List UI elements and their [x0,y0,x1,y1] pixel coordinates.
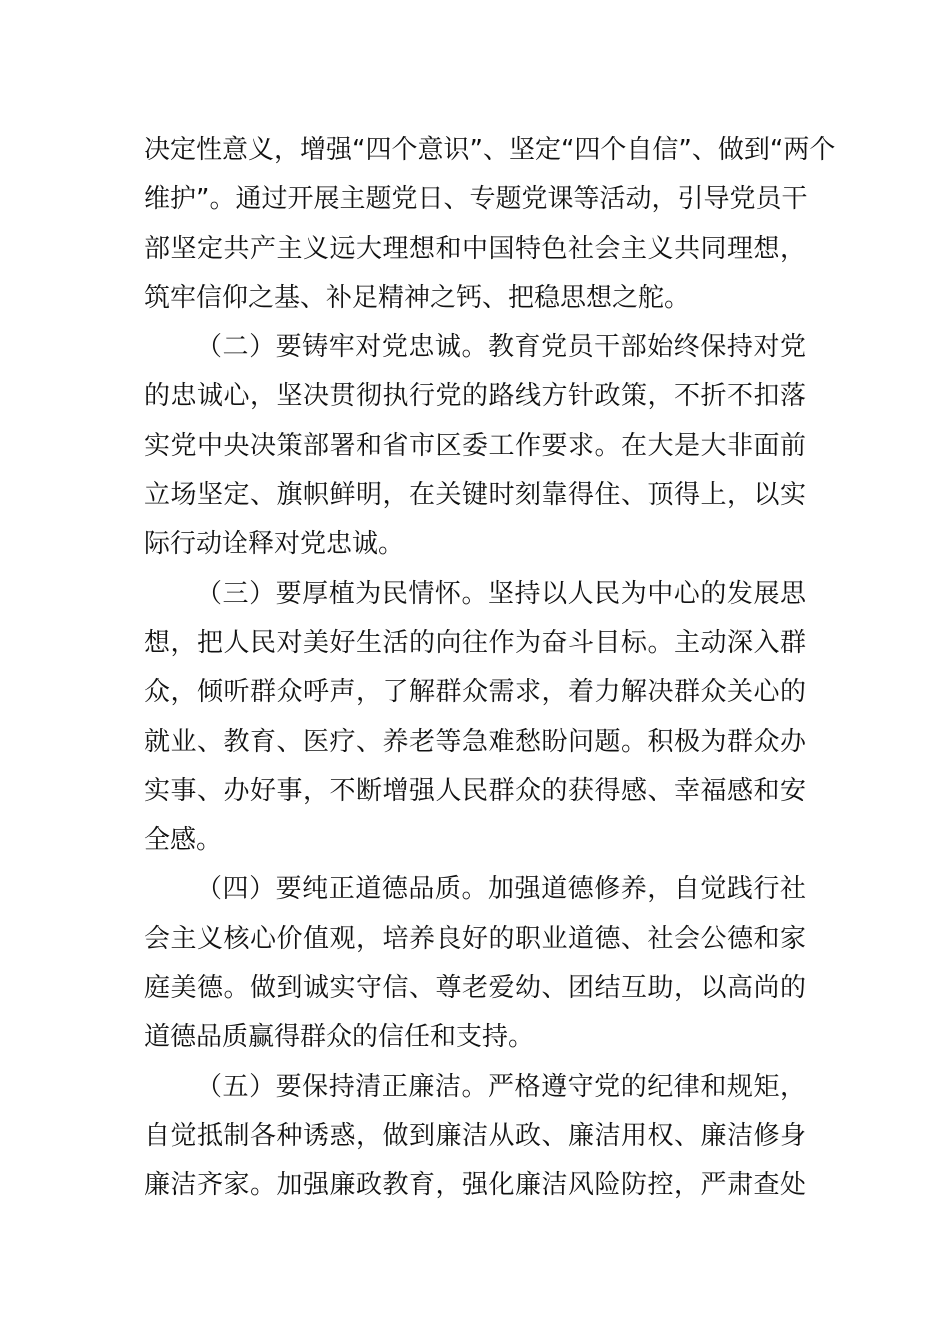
paragraph-5 [144,1063,806,1211]
body-text [144,126,836,1211]
text-line: 的忠诚心，坚决贯彻执行党的路线方针政策，不折不扣落 [144,381,806,412]
text-line: 道德品质赢得群众的信任和支持。 [144,1022,535,1053]
text-line: 际行动诠释对党忠诚。 [144,529,405,560]
text-line: 维护”。通过开展主题党日、专题党课等活动，引导党员干 [144,184,808,215]
text-line: （五）要保持清正廉洁。严格遵守党的纪律和规矩， [196,1071,806,1102]
text-line: 全感。 [144,825,223,856]
paragraph-2 [144,323,806,569]
text-line: 众，倾听群众呼声，了解群众需求，着力解决群众关心的 [144,677,806,708]
paragraph-4 [144,865,806,1062]
text-line: 部坚定共产主义远大理想和中国特色社会主义共同理想， [144,233,806,264]
text-line: 实党中央决策部署和省市区委工作要求。在大是大非面前 [144,430,806,461]
text-line: （四）要纯正道德品质。加强道德修养，自觉践行社 [196,874,806,905]
paragraph-1 [144,126,836,323]
text-line: 会主义核心价值观，培养良好的职业道德、社会公德和家 [144,923,806,954]
text-line: 庭美德。做到诚实守信、尊老爱幼、团结互助，以高尚的 [144,973,806,1004]
text-line: （三）要厚植为民情怀。坚持以人民为中心的发展思 [196,578,806,609]
text-line: （二）要铸牢对党忠诚。教育党员干部始终保持对党 [196,332,806,363]
text-line: 立场坚定、旗帜鲜明，在关键时刻靠得住、顶得上，以实 [144,480,806,511]
text-line: 廉洁齐家。加强廉政教育，强化廉洁风险防控，严肃查处 [144,1170,806,1201]
text-line: 决定性意义，增强“四个意识”、坚定“四个自信”、做到“两个 [144,135,836,165]
text-line: 筑牢信仰之基、补足精神之钙、把稳思想之舵。 [144,282,691,313]
text-line: 自觉抵制各种诱惑，做到廉洁从政、廉洁用权、廉洁修身 [144,1120,806,1151]
paragraph-3 [144,570,806,866]
text-line: 实事、办好事，不断增强人民群众的获得感、幸福感和安 [144,775,806,806]
text-line: 就业、教育、医疗、养老等急难愁盼问题。积极为群众办 [144,726,806,757]
text-line: 想，把人民对美好生活的向往作为奋斗目标。主动深入群 [144,627,806,658]
